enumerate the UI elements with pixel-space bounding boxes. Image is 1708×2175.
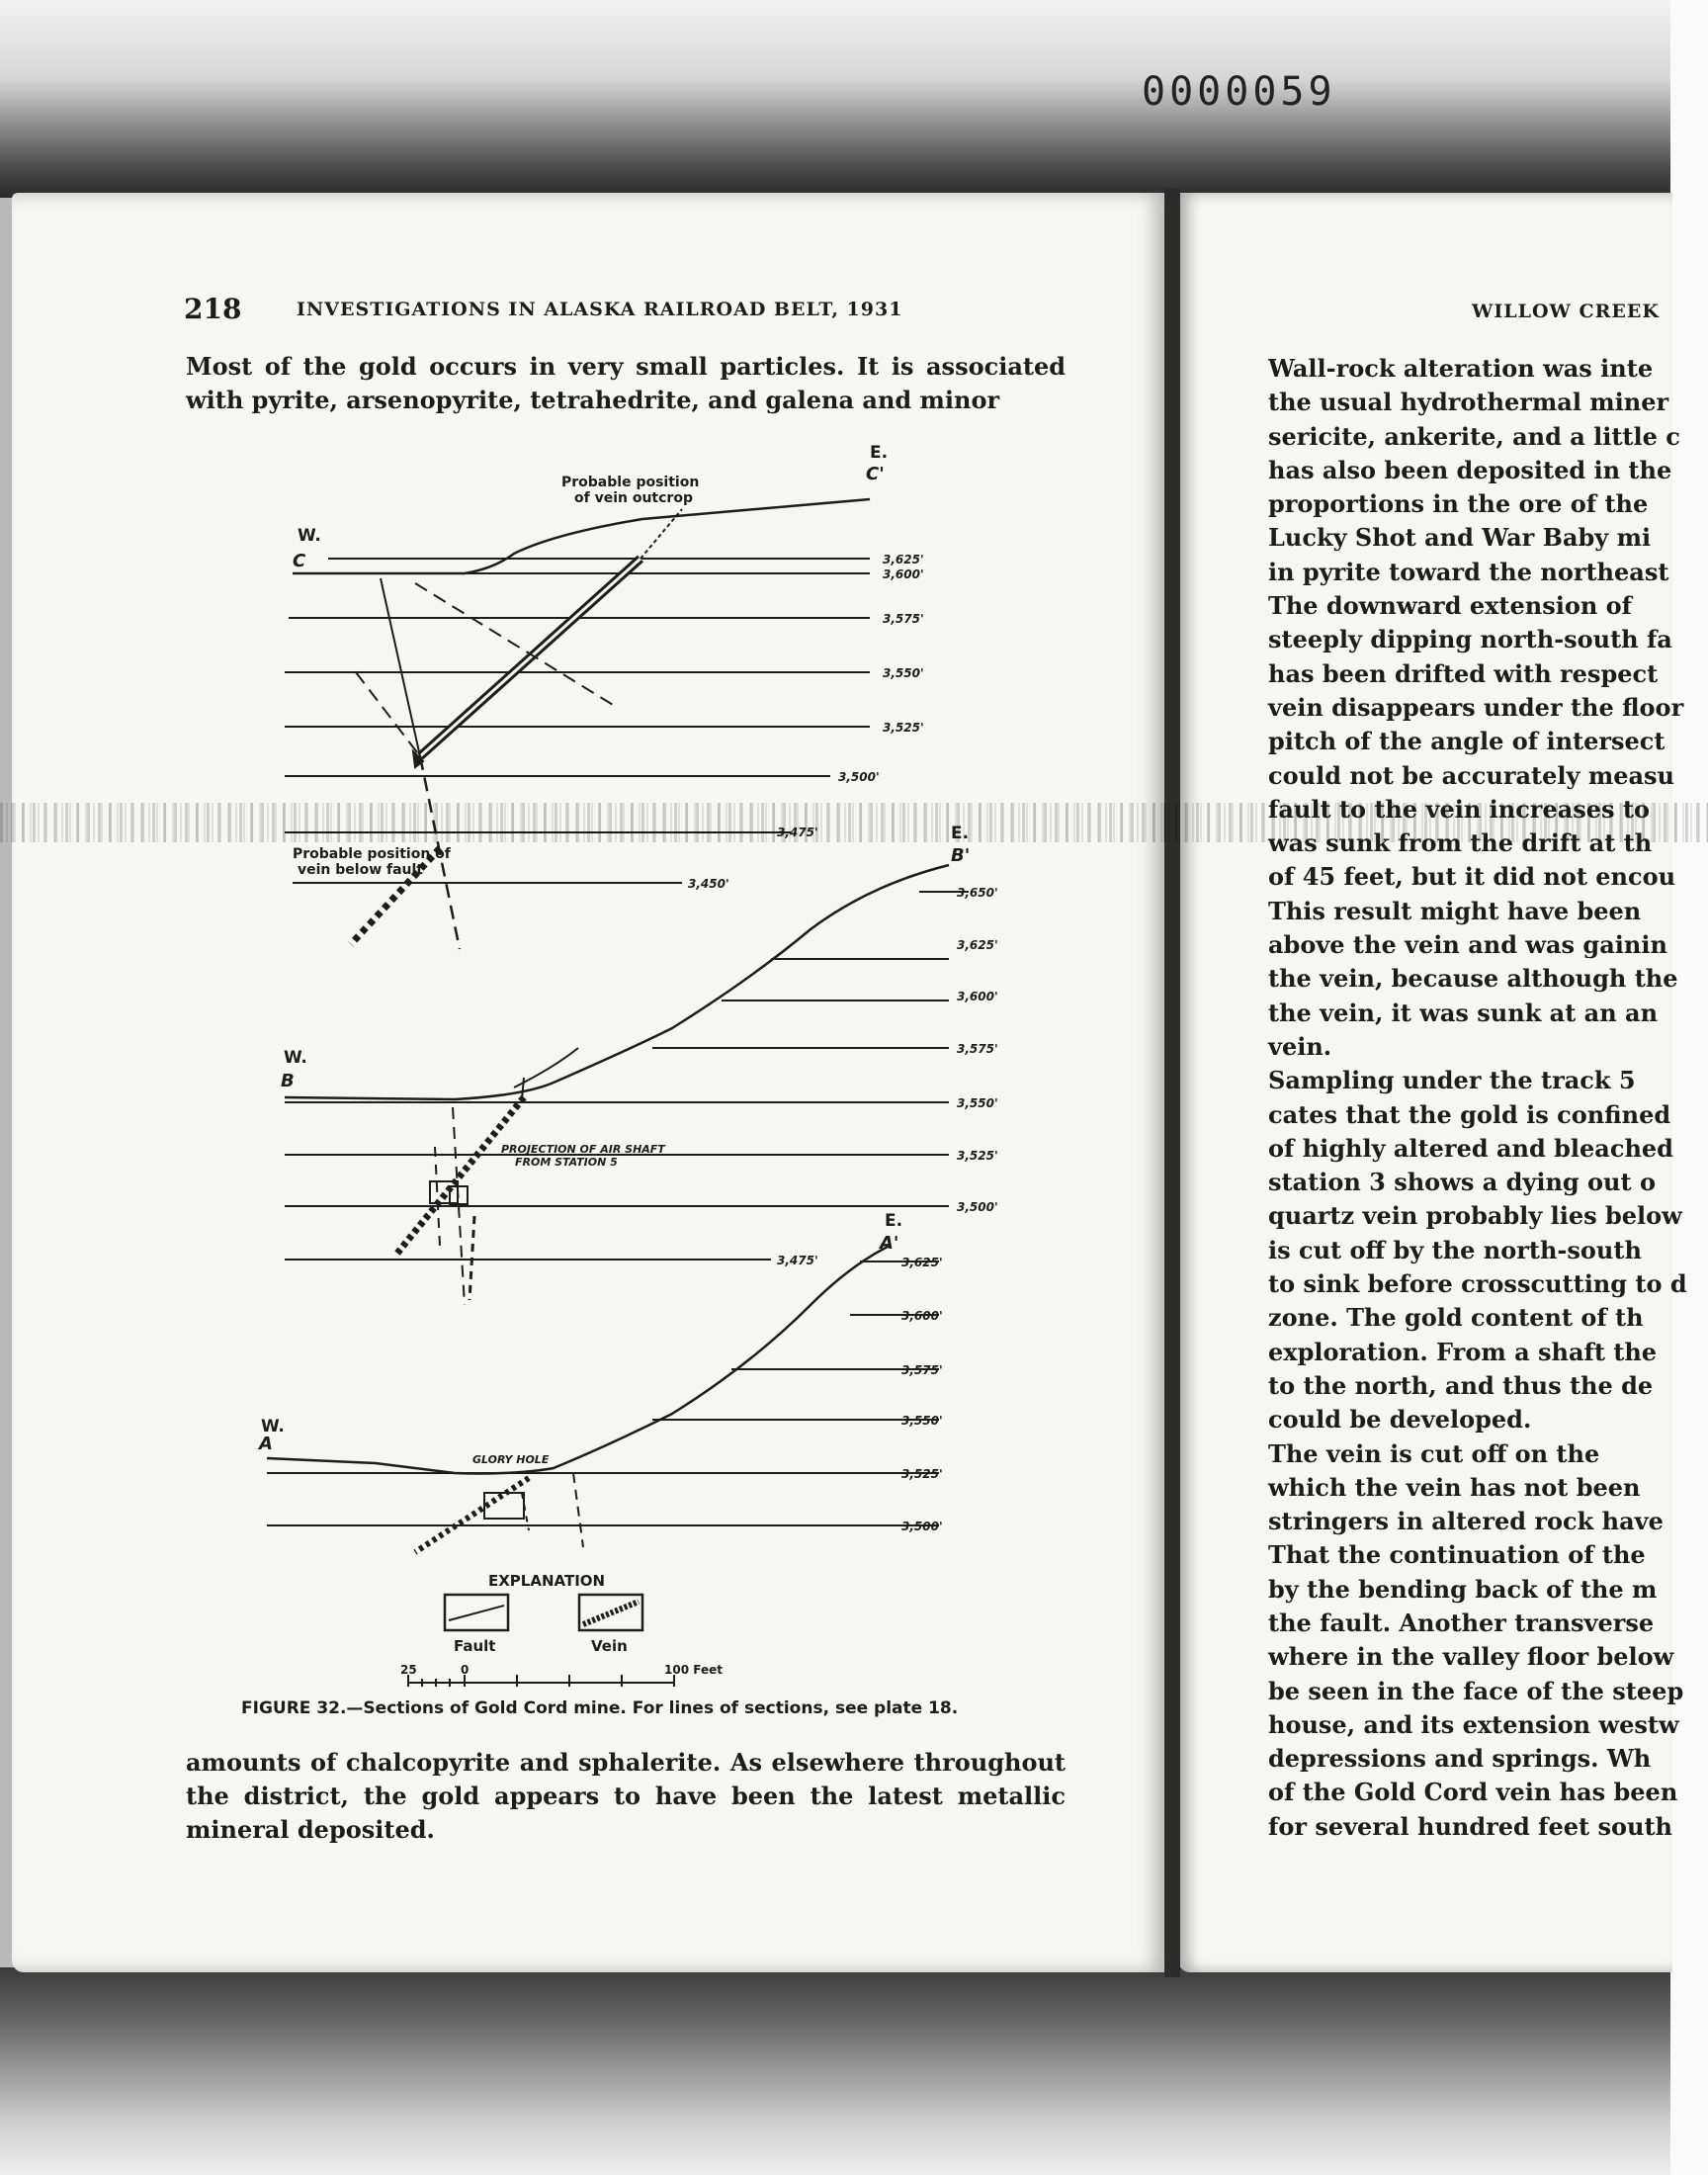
running-head: INVESTIGATIONS IN ALASKA RAILROAD BELT, 1931	[297, 299, 903, 320]
right-text-line: station 3 shows a dying out o	[1268, 1168, 1656, 1197]
right-text-line: sericite, ankerite, and a little c	[1268, 421, 1680, 451]
right-text-line: stringers in altered rock have	[1268, 1507, 1664, 1536]
section-c-level: 3,450'	[688, 877, 729, 891]
shaft-note-line-2: FROM STATION 5	[515, 1156, 618, 1169]
right-text-line: fault to the vein increases to	[1268, 794, 1651, 824]
right-text-line: Sampling under the track 5	[1268, 1066, 1636, 1095]
section-b-level: 3,650'	[957, 886, 998, 900]
right-text-line: depressions and springs. Wh	[1268, 1744, 1652, 1774]
right-text-line: for several hundred feet south	[1268, 1811, 1672, 1841]
glory-hole-label: GLORY HOLE	[472, 1453, 550, 1466]
section-c-east-label: E.	[870, 443, 889, 463]
section-a-level: 3,550'	[901, 1414, 943, 1428]
right-text-line: to the north, and thus the de	[1268, 1370, 1654, 1400]
section-b-levels	[285, 892, 969, 1260]
right-text-line: has been drifted with respect	[1268, 658, 1659, 688]
right-text-line: cates that the gold is confined	[1268, 1099, 1671, 1129]
outcrop-note-line-1: Probable position	[561, 475, 700, 490]
section-a-surface	[267, 1246, 890, 1473]
right-text-line: quartz vein probably lies below	[1268, 1201, 1682, 1231]
right-running-head: WILLOW CREEK	[1472, 301, 1660, 322]
section-a-level: 3,525'	[901, 1467, 943, 1481]
right-text-line: be seen in the face of the steep	[1268, 1676, 1684, 1705]
right-text-line: the vein, because although the	[1268, 964, 1678, 994]
section-c-level: 3,625'	[883, 553, 924, 566]
section-a-levels	[267, 1262, 939, 1525]
section-c-level: 3,600'	[883, 567, 924, 581]
section-c-west-label: W.	[298, 526, 321, 546]
right-text-line: above the vein and was gainin	[1268, 930, 1667, 960]
right-text-line: Lucky Shot and War Baby mi	[1268, 523, 1652, 553]
right-text-line: pitch of the angle of intersect	[1268, 727, 1665, 756]
section-a-level: 3,500'	[901, 1520, 943, 1533]
section-a-level: 3,600'	[901, 1309, 943, 1323]
section-c-level: 3,525'	[883, 721, 924, 735]
section-b-level: 3,625'	[957, 938, 998, 952]
section-b-west-letter: B	[281, 1071, 295, 1091]
fault-note-line-1: Probable position of	[293, 846, 451, 862]
section-c-surface	[293, 499, 870, 573]
section-a-level: 3,575'	[901, 1363, 943, 1377]
right-text-line: of 45 feet, but it did not encou	[1268, 862, 1676, 892]
section-c-level: 3,550'	[883, 666, 924, 680]
right-page-text	[1268, 352, 1708, 1844]
section-c-level: 3,500'	[838, 770, 880, 784]
section-b-west-label: W.	[284, 1048, 307, 1068]
right-text-line: house, and its extension westw	[1268, 1709, 1679, 1739]
right-text-line: in pyrite toward the northeast	[1268, 557, 1669, 586]
section-c-east-letter: C'	[866, 464, 885, 484]
scale-zero-label: 0	[461, 1663, 470, 1677]
right-text-line: This result might have been	[1268, 896, 1642, 925]
section-a-east-letter: A'	[880, 1233, 899, 1254]
section-a-west-letter: A	[259, 1434, 273, 1454]
right-text-line: of highly altered and bleached	[1268, 1133, 1673, 1163]
right-text-line: the usual hydrothermal miner	[1268, 388, 1669, 417]
section-b-level: 3,550'	[957, 1096, 998, 1110]
right-text-line: was sunk from the drift at th	[1268, 828, 1653, 858]
section-a-west-label: W.	[261, 1417, 285, 1436]
right-text-line: steeply dipping north-south fa	[1268, 625, 1672, 654]
explanation-title: EXPLANATION	[488, 1572, 606, 1590]
section-b-surface	[285, 865, 949, 1099]
section-c-west-letter: C	[293, 551, 306, 571]
page-number: 218	[184, 293, 242, 325]
section-b-level: 3,475'	[777, 1254, 818, 1267]
top-paragraph: Most of the gold occurs in very small particles. It is associated with pyrite, arsenopyrite, tetrahedrite, and galena and minor	[186, 352, 1066, 414]
right-text-line: to sink before crosscutting to d	[1268, 1269, 1687, 1299]
section-c-level: 3,575'	[883, 612, 924, 626]
section-a-east-label: E.	[885, 1211, 903, 1231]
right-text-line: is cut off by the north-south	[1268, 1235, 1642, 1264]
right-text-line: could not be accurately measu	[1268, 760, 1674, 790]
scale-left-label: 25	[400, 1663, 417, 1677]
right-text-line: exploration. From a shaft the	[1268, 1337, 1658, 1366]
section-b-level: 3,525'	[957, 1149, 998, 1163]
outcrop-note-line-2: of vein outcrop	[574, 490, 693, 506]
figure-caption: FIGURE 32.—Sections of Gold Cord mine. For lines of sections, see plate 18.	[241, 1698, 959, 1718]
right-text-line: The vein is cut off on the	[1268, 1438, 1600, 1468]
right-text-line: vein.	[1268, 1031, 1332, 1061]
right-text-line: zone. The gold content of th	[1268, 1303, 1644, 1333]
right-text-line: The downward extension of	[1268, 591, 1632, 621]
right-text-line: the vein, it was sunk at an an	[1268, 998, 1659, 1027]
right-text-line: of the Gold Cord vein has been	[1268, 1778, 1678, 1807]
shaft-note-line-1: PROJECTION OF AIR SHAFT	[501, 1143, 665, 1156]
right-text-line: proportions in the ore of the	[1268, 489, 1649, 519]
right-text-line: That the continuation of the	[1268, 1540, 1646, 1570]
scan-id: 0000059	[1142, 69, 1336, 115]
right-text-line: by the bending back of the m	[1268, 1574, 1658, 1604]
vein-legend-label: Vein	[591, 1637, 628, 1655]
section-b-east-label: E.	[951, 824, 970, 843]
section-c-level: 3,475'	[777, 826, 818, 839]
section-b-level: 3,600'	[957, 990, 998, 1003]
section-a-vein	[415, 1478, 529, 1552]
section-a-level: 3,625'	[901, 1256, 943, 1269]
fault-legend-label: Fault	[454, 1637, 496, 1655]
right-text-line: could be developed.	[1268, 1405, 1532, 1435]
right-text-line: the fault. Another transverse	[1268, 1608, 1655, 1637]
right-text-line: which the vein has not been	[1268, 1472, 1641, 1502]
section-b-east-letter: B'	[951, 845, 971, 866]
fault-note-line-2: vein below fault	[298, 862, 423, 878]
section-b-level: 3,500'	[957, 1200, 998, 1214]
scale-right-label: 100 Feet	[664, 1663, 723, 1677]
bottom-paragraph: amounts of chalcopyrite and sphalerite. As elsewhere throughout the district, the gold appears to have been the latest metallic mineral deposited.	[186, 1748, 1066, 1844]
section-b-level: 3,575'	[957, 1042, 998, 1056]
right-text-line: vein disappears under the floor	[1268, 692, 1684, 722]
right-text-line: Wall-rock alteration was inte	[1268, 354, 1654, 383]
right-text-line: has also been deposited in the	[1268, 455, 1672, 484]
right-text-line: where in the valley floor below	[1268, 1642, 1674, 1672]
scale-bar	[408, 1675, 674, 1687]
